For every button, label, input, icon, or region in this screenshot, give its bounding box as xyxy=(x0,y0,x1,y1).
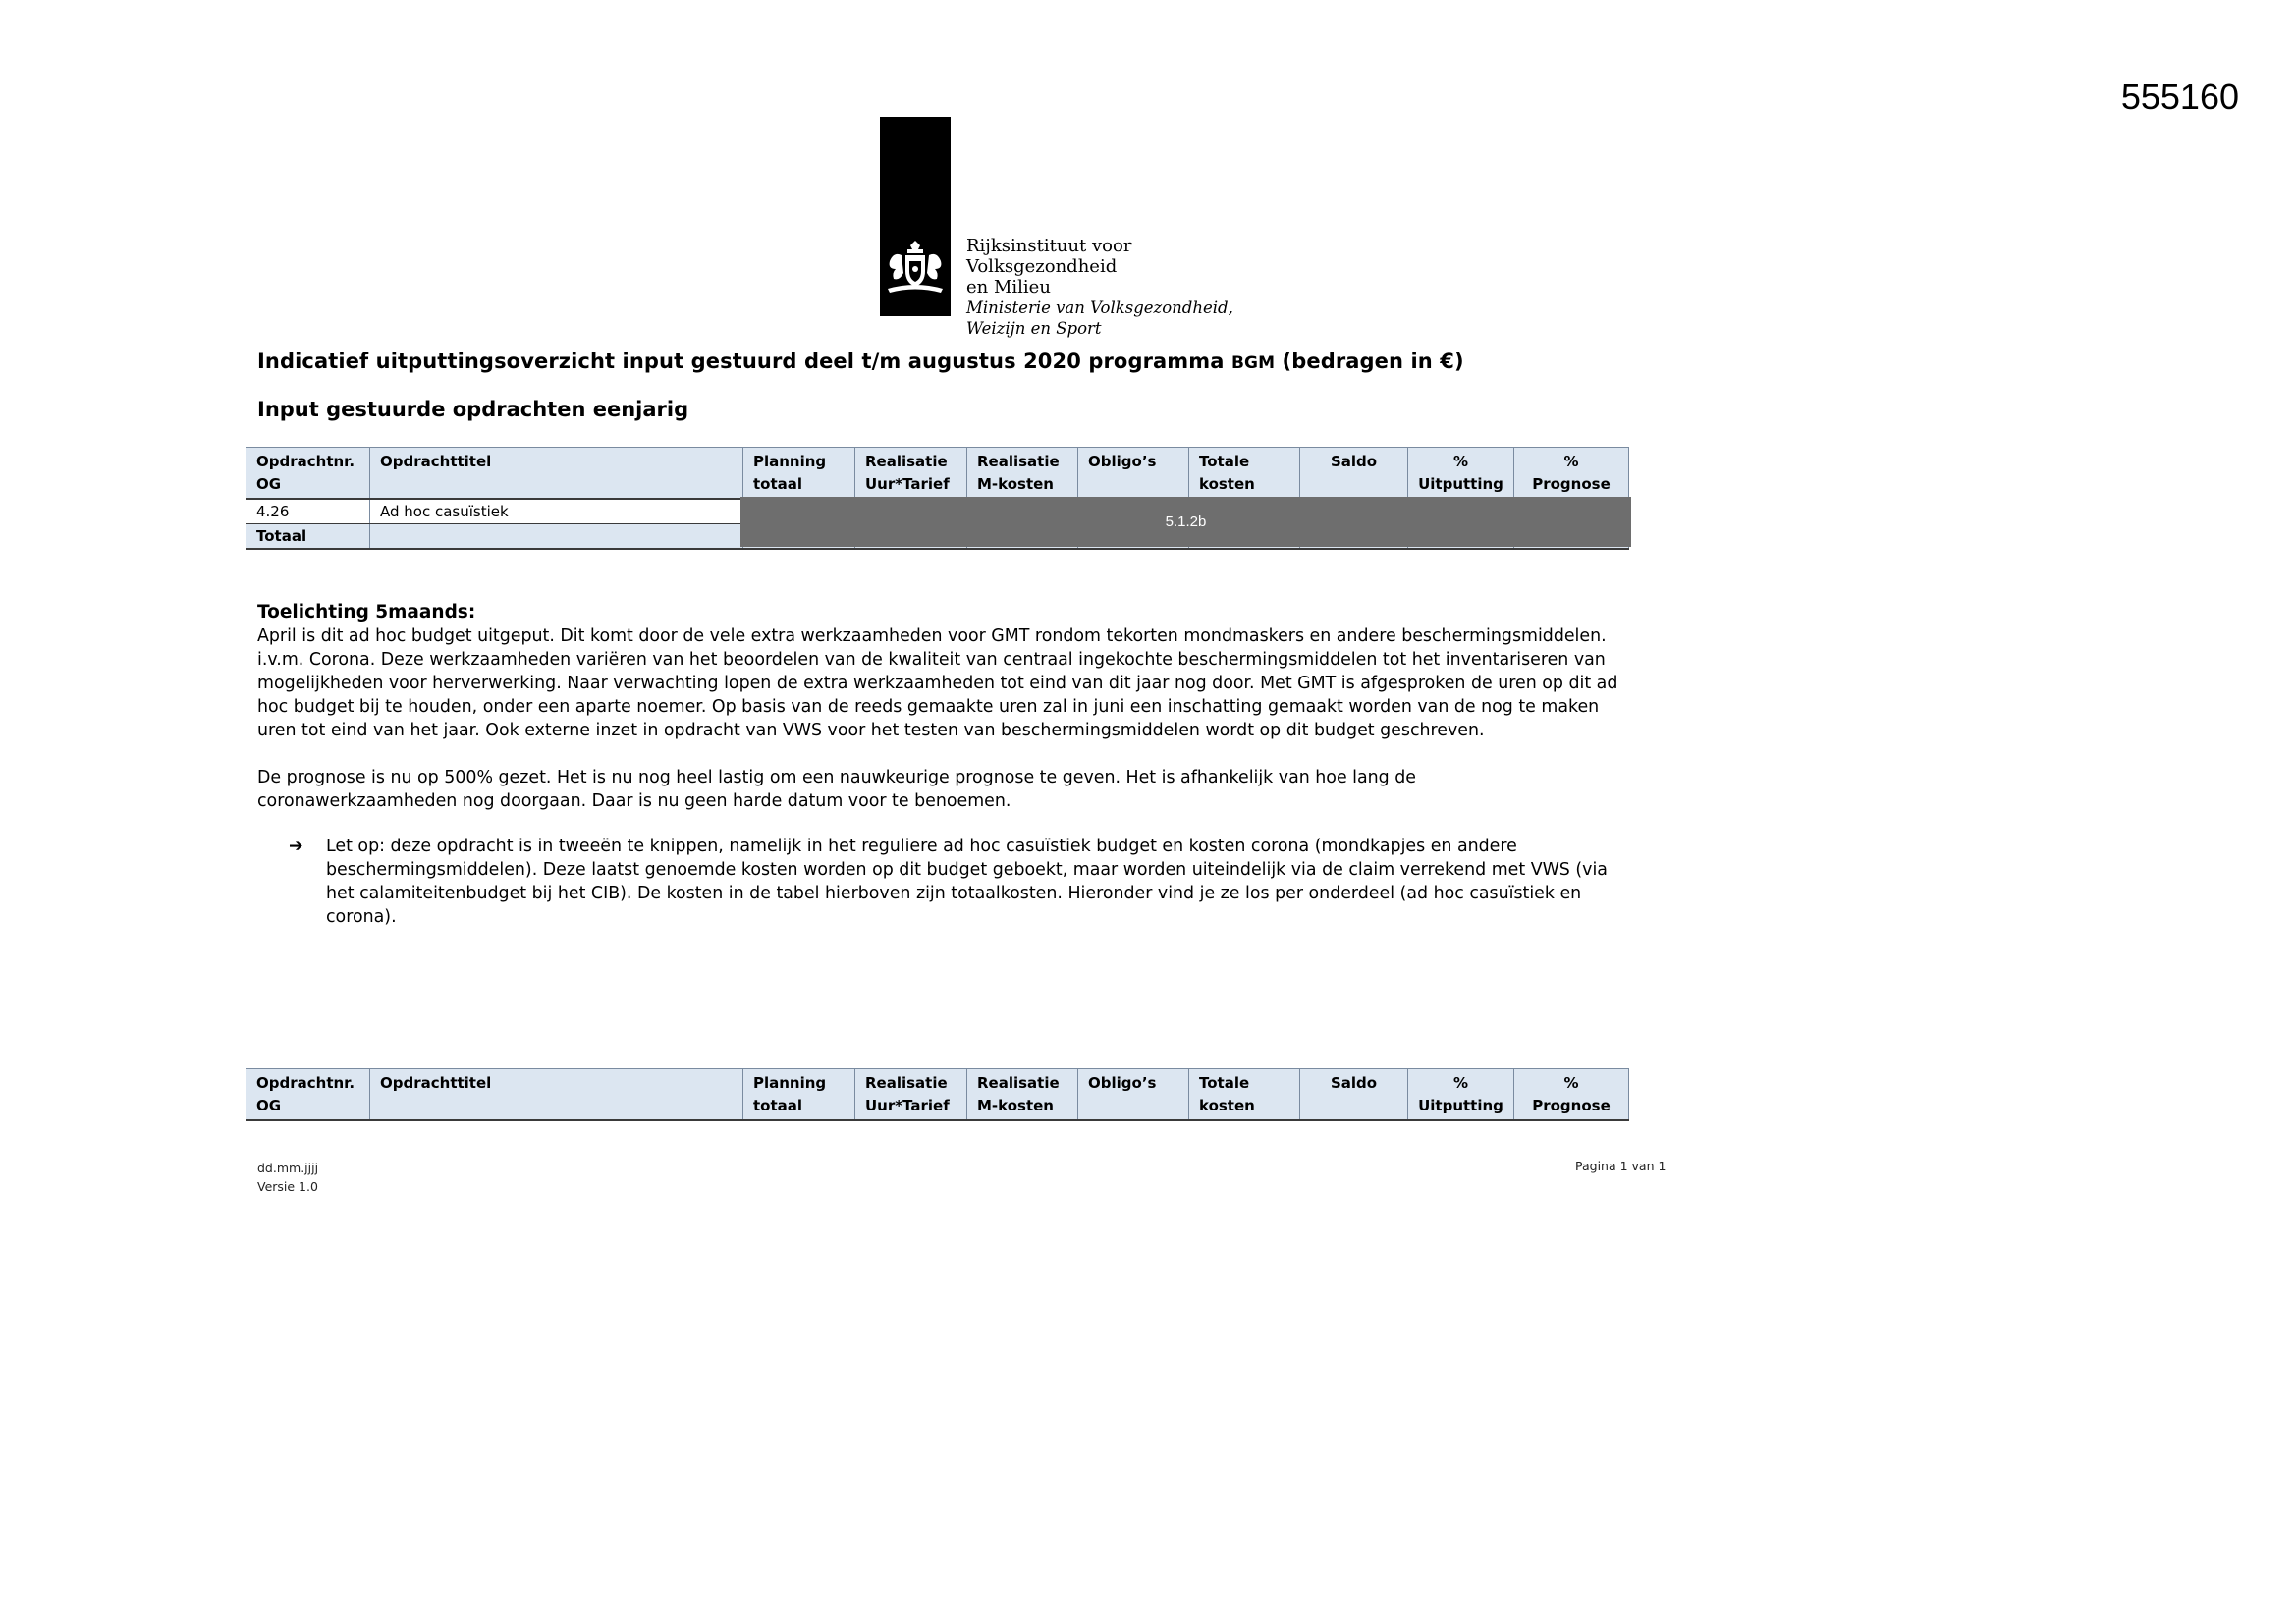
footer-version: Versie 1.0 xyxy=(257,1179,318,1194)
explanation-line: uren tot eind van het jaar. Ook externe inzet in opdracht van VWS voor het testen van beschermingsmiddelen wordt op dit budget geschreven. xyxy=(257,721,1485,740)
title-text: Indicatief uitputtingsoverzicht input gestuurd deel t/m augustus 2020 programma xyxy=(257,350,1231,373)
header-totale-kosten: Totale kosten xyxy=(1189,1069,1300,1121)
rijkswapen-icon xyxy=(884,240,947,295)
header-realisatie-m: Realisatie M-kosten xyxy=(967,1069,1078,1121)
arrow-icon: ➔ xyxy=(289,837,303,856)
header-obligo: Obligo’s xyxy=(1078,1069,1189,1121)
prognosis-line: coronawerkzaamheden nog doorgaan. Daar is nu geen harde datum voor te benoemen. xyxy=(257,791,1011,811)
footer-page-number: Pagina 1 van 1 xyxy=(1575,1159,1667,1173)
header-totale-kosten: Totale kosten xyxy=(1189,448,1300,500)
header-uitputting: % Uitputting xyxy=(1408,448,1514,500)
redaction-block: 5.1.2b xyxy=(740,497,1631,547)
header-realisatie-m: Realisatie M-kosten xyxy=(967,448,1078,500)
footer-left xyxy=(257,1159,318,1196)
header-uitputting: % Uitputting xyxy=(1408,1069,1514,1121)
rivm-logo xyxy=(880,117,1273,338)
logo-bar xyxy=(880,117,951,316)
cell-nr: 4.26 xyxy=(246,499,370,524)
header-prognose: % Prognose xyxy=(1514,448,1629,500)
header-planning: Planning totaal xyxy=(743,1069,855,1121)
footer-date: dd.mm.jjjj xyxy=(257,1161,319,1175)
table-header-row xyxy=(246,448,1629,500)
header-titel: Opdrachttitel xyxy=(370,448,743,500)
header-saldo: Saldo xyxy=(1300,448,1408,500)
header-planning: Planning totaal xyxy=(743,448,855,500)
header-nr: Opdrachtnr. OG xyxy=(246,448,370,500)
explanation-line: April is dit ad hoc budget uitgeput. Dit komt door de vele extra werkzaamheden voor GMT rondom tekorten mondmaskers en andere beschermingsmiddelen. xyxy=(257,626,1607,646)
note-line: beschermingsmiddelen). Deze laatst genoemde kosten worden op dit budget geboekt, maar worden uiteindelijk via de claim verrekend met VWS (via xyxy=(326,860,1608,880)
prognosis-line: De prognose is nu op 500% gezet. Het is nu nog heel lastig om een nauwkeurige prognose te geven. Het is afhankelijk van hoe lang de xyxy=(257,768,1416,787)
header-saldo: Saldo xyxy=(1300,1069,1408,1121)
explanation-heading: Toelichting 5maands: xyxy=(257,602,476,623)
note-bullet xyxy=(289,835,1664,929)
table-header-row xyxy=(246,1069,1629,1121)
document-number: 555160 xyxy=(2120,77,2239,117)
section-subtitle: Input gestuurde opdrachten eenjarig xyxy=(257,398,689,421)
title-suffix: (bedragen in €) xyxy=(1275,350,1464,373)
note-text xyxy=(326,835,1664,929)
header-realisatie-uur: Realisatie Uur*Tarief xyxy=(855,448,967,500)
header-titel: Opdrachttitel xyxy=(370,1069,743,1121)
note-line: Let op: deze opdracht is in tweeën te knippen, namelijk in het reguliere ad hoc casuïstiek budget en kosten corona (mondkapjes en andere xyxy=(326,837,1517,856)
note-line: corona). xyxy=(326,907,397,927)
note-line: het calamiteitenbudget bij het CIB). De kosten in de tabel hierboven zijn totaalkosten. Hieronder vind je ze los per onderdeel (ad hoc casuïstiek en xyxy=(326,884,1582,903)
budget-table-split xyxy=(246,1068,1629,1121)
header-nr: Opdrachtnr. OG xyxy=(246,1069,370,1121)
title-program: BGM xyxy=(1230,353,1276,373)
explanation-section xyxy=(257,601,1681,813)
header-obligo: Obligo’s xyxy=(1078,448,1189,500)
explanation-line: hoc budget bij te houden, onder een aparte noemer. Op basis van de reeds gemaakte uren zal in juni een inschatting gemaakt worden van de nog te maken xyxy=(257,697,1600,717)
logo-line-2: en Milieu xyxy=(966,277,1051,298)
header-prognose: % Prognose xyxy=(1514,1069,1629,1121)
document-title xyxy=(257,350,1464,373)
logo-text xyxy=(966,236,1273,339)
cell-titel: Ad hoc casuïstiek xyxy=(370,499,743,524)
explanation-line: mogelijkheden voor herverwerking. Naar verwachting lopen de extra werkzaamheden tot eind van dit jaar nog door. Met GMT is afgesproken de uren op dit ad xyxy=(257,674,1618,693)
logo-line-1: Rijksinstituut voor Volksgezondheid xyxy=(966,236,1132,277)
cell-total-label: Totaal xyxy=(246,524,370,550)
logo-line-4: Weizijn en Sport xyxy=(966,319,1102,338)
explanation-line: i.v.m. Corona. Deze werkzaamheden variëren van het beoordelen van de kwaliteit van centraal ingekochte beschermingsmiddelen tot het inventariseren van xyxy=(257,650,1606,670)
logo-line-3: Ministerie van Volksgezondheid, xyxy=(966,298,1233,317)
header-realisatie-uur: Realisatie Uur*Tarief xyxy=(855,1069,967,1121)
